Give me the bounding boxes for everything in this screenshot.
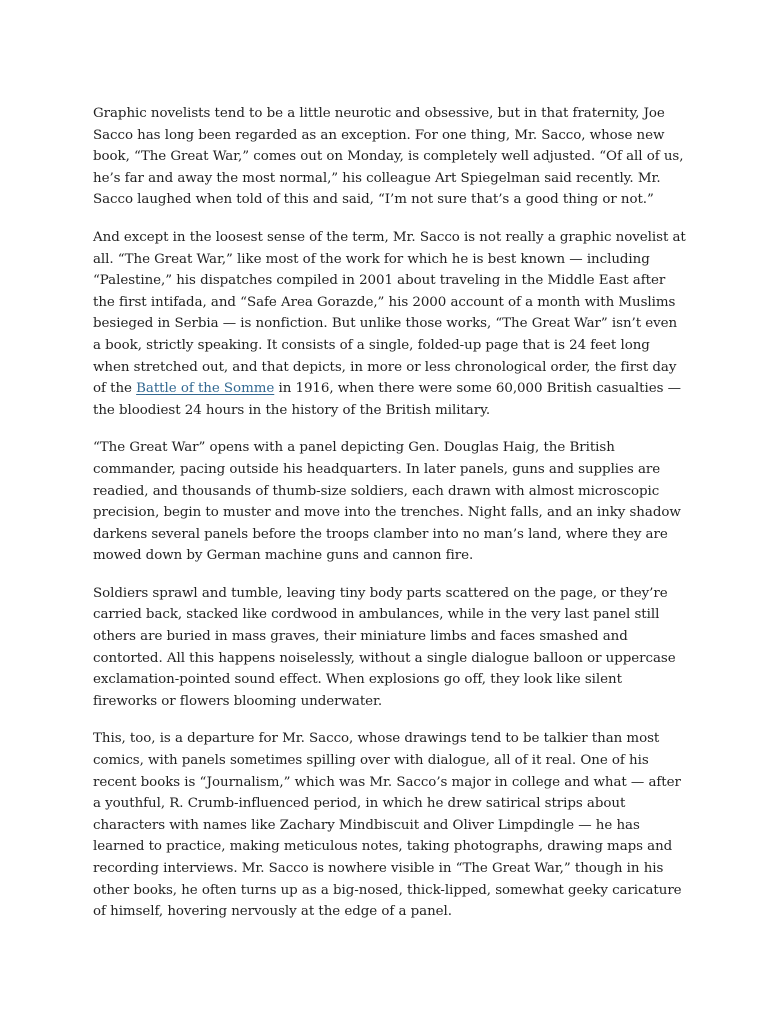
paragraph-1: Graphic novelists tend to be a little neurotic and obsessive, but in that fraternity, Joe Sacco has long been regarded as an exception. For one thing, Mr. Sacco, whose new book, “The Great War,” comes out on Monday, is completely well adjusted. “Of all of us, he’s far and away the most normal,” his colleague Art Spiegelman said recently. Mr. Sacco laughed when told of this and said, “I’m not sure that’s a good thing or not.” — [93, 106, 684, 208]
paragraph-2-text-after-link: in 1916, when there were some 60,000 British casualties — the bloodiest 24 hours in the history of the British military. — [93, 381, 681, 418]
paragraph-2 — [93, 227, 689, 421]
battle-of-the-somme-link[interactable]: Battle of the Somme — [136, 381, 275, 397]
paragraph-4: Soldiers sprawl and tumble, leaving tiny body parts scattered on the page, or they’re carried back, stacked like cordwood in ambulances, while in the very last panel still others are buried in mass graves, their miniature limbs and faces smashed and contorted. All this happens noiselessly, without a single dialogue balloon or uppercase exclamation-pointed sound effect. When explosions go off, they look like silent fireworks or flowers blooming underwater. — [93, 585, 676, 709]
paragraph-5: This, too, is a departure for Mr. Sacco, whose drawings tend to be talkier than most comics, with panels sometimes spilling over with dialogue, all of it real. One of his recent books is “Journalism,” which was Mr. Sacco’s major in college and what — after a youthful, R. Crumb-influenced period, in which he drew satirical strips about characters with names like Zachary Mindbiscuit and Oliver Limpdingle — he has learned to practice, making meticulous notes, taking photographs, drawing maps and recording interviews. Mr. Sacco is nowhere visible in “The Great War,” though in his other books, he often turns up as a big-nosed, thick-lipped, somewhat geeky caricature of himself, hovering nervously at the edge of a panel. — [93, 731, 682, 920]
article-body — [93, 103, 689, 939]
paragraph-3: “The Great War” opens with a panel depicting Gen. Douglas Haig, the British commander, pacing outside his headquarters. In later panels, guns and supplies are readied, and thousands of thumb-size soldiers, each drawn with almost microscopic precision, begin to muster and move into the trenches. Night falls, and an inky shadow darkens several panels before the troops clamber into no man’s land, where they are mowed down by German machine guns and cannon fire. — [93, 440, 681, 564]
paragraph-2-text-before-link: And except in the loosest sense of the term, Mr. Sacco is not really a graphic novelist at all. “The Great War,” like most of the work for which he is best known — including “Palestine,” his dispatches compiled in 2001 about traveling in the Middle East after the first intifada, and “Safe Area Gorazde,” his 2000 account of a month with Muslims besieged in Serbia — is nonfiction. But unlike those works, “The Great War” isn’t even a book, strictly speaking. It consists of a single, folded-up page that is 24 feet long when stretched out, and that depicts, in more or less chronological order, the first day of the — [93, 229, 686, 397]
